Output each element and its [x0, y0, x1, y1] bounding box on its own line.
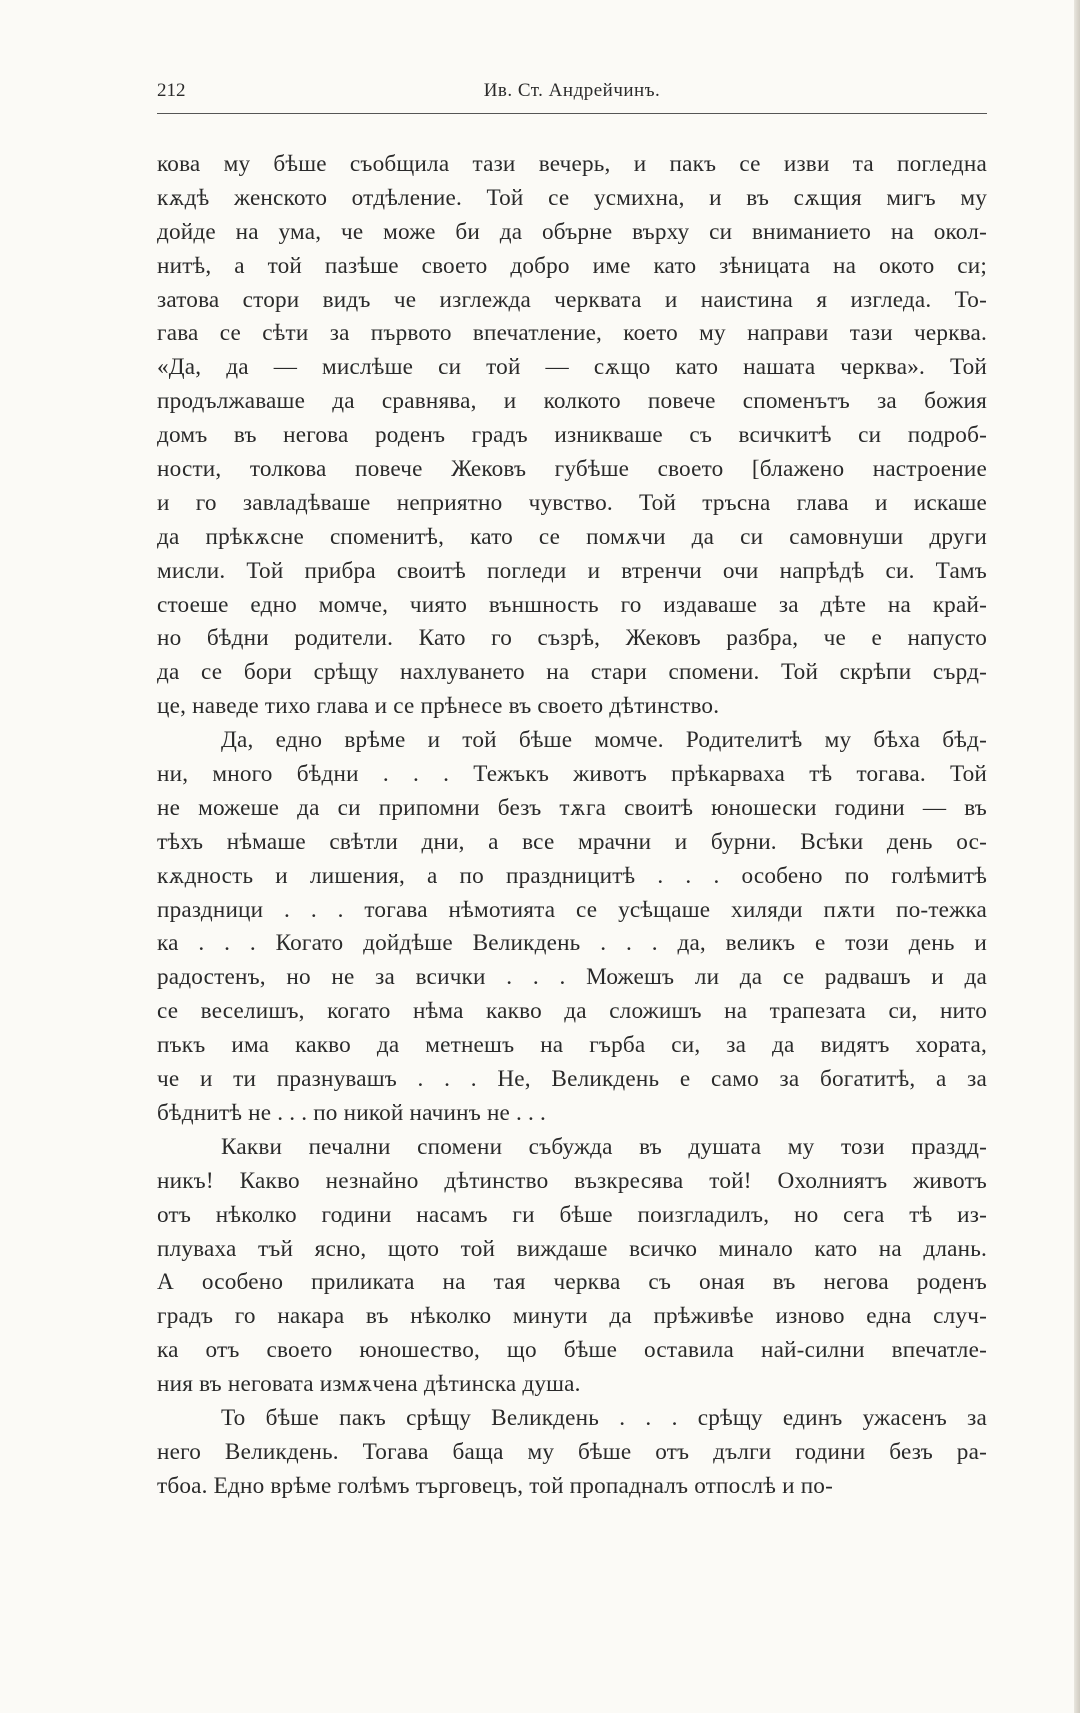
page-edge-shadow: [1074, 0, 1080, 1713]
text-line: и го завладѣваше неприятно чувство. Той тръсна глава и искаше: [157, 489, 987, 516]
paragraph: [157, 148, 987, 724]
header-rule: [157, 113, 987, 114]
text-line: праздници . . . тогава нѣмотията се усѣщаше хиляди пѫти по-тежка: [157, 896, 987, 923]
text-line: мисли. Той прибра своитѣ погледи и втренчи очи напрѣдѣ си. Тамъ: [157, 557, 987, 584]
text-line: никъ! Какво незнайно дѣтинство възкресява той! Охолниятъ животъ: [157, 1167, 987, 1194]
text-line: ка . . . Когато дойдѣше Великдень . . . да, великъ е този день и: [157, 930, 987, 957]
text-line: «Да, да — мислѣше си той — сѫщо като нашата черква». Той: [157, 354, 987, 381]
text-line: него Великдень. Тогава баща му бѣше отъ дълги години безъ ра-: [157, 1438, 987, 1465]
text-line: То бѣше пакъ срѣщу Великдень . . . срѣщу единъ ужасенъ за: [221, 1404, 987, 1431]
text-line: се веселишъ, когато нѣма какво да сложишъ на трапезата си, нито: [157, 998, 987, 1025]
text-line: не можеше да си припомни безъ тѫга своитѣ юношески години — въ: [157, 794, 987, 821]
text-line: це, наведе тихо глава и се прѣнесе въ своето дѣтинство.: [157, 693, 720, 720]
body-text: [157, 148, 987, 1504]
text-line: бѣднитѣ не . . . по никой начинъ не . . .: [157, 1099, 547, 1126]
text-line: пъкъ има какво да метнешъ на гърба си, за да видятъ хората,: [157, 1032, 987, 1059]
text-line: ни, много бѣдни . . . Тежъкъ животъ прѣкарваха тѣ тогава. Той: [157, 761, 987, 788]
text-line: но бѣдни родители. Като го съзрѣ, Жековъ разбра, че е напусто: [157, 625, 987, 652]
page-number: 212: [157, 80, 186, 101]
text-line: тѣхъ нѣмаше свѣтли дни, а все мрачни и бурни. Всѣки день ос-: [157, 828, 987, 855]
text-line: гава се сѣти за първото впечатление, което му направи тази черква.: [157, 320, 987, 347]
text-line: кѫдѣ женското отдѣление. Той се усмихна, и въ сѫщия мигъ му: [157, 184, 987, 211]
text-line: Какви печални спомени събужда въ душата му този праздд-: [221, 1133, 987, 1160]
text-line: Да, едно врѣме и той бѣше момче. Родителитѣ му бѣха бѣд-: [221, 727, 987, 754]
text-line: стоеше едно момче, чиято външность го издаваше за дѣте на край-: [157, 591, 987, 618]
paragraph: [157, 724, 987, 1131]
text-line: продължаваше да сравнява, и колкото повече споменътъ за божия: [157, 388, 987, 415]
text-line: че и ти празнувашъ . . . Не, Великдень е само за богатитѣ, а за: [157, 1066, 987, 1093]
text-line: домъ въ негова роденъ градъ изникваше съ всичкитѣ си подроб-: [157, 422, 987, 449]
text-line: да прѣкѫсне споменитѣ, като се помѫчи да си самовнуши други: [157, 523, 987, 550]
text-line: А особено приликата на тая черква съ оная въ негова роденъ: [157, 1269, 987, 1296]
page-header: [157, 80, 987, 108]
running-title: Ив. Ст. Андрейчинъ.: [483, 80, 661, 101]
text-line: градъ го накара въ нѣколко минути да прѣживѣе изново една случ-: [157, 1303, 987, 1330]
text-line: ка отъ своето юношество, що бѣше оставила най-силни впечатле-: [157, 1337, 987, 1364]
text-line: отъ нѣколко години насамъ ги бѣше поизгладилъ, но сега тѣ из-: [157, 1201, 987, 1228]
text-line: кова му бѣше съобщила тази вечерь, и пакъ се изви та погледна: [157, 151, 987, 177]
paragraph: [157, 1131, 987, 1402]
text-line: затова стори видъ че изглежда черквата и наистина я изгледа. То-: [157, 286, 987, 313]
text-line: дойде на ума, че може би да обърне върху си вниманието на окол-: [157, 218, 987, 245]
text-line: нитѣ, а той пазѣше своето добро име като зѣницата на окото си;: [157, 252, 987, 279]
text-line: кѫдность и лишения, а по праздницитѣ . . . особено по голѣмитѣ: [157, 862, 987, 889]
text-line: да се бори срѣщу нахлуването на стари спомени. Той скрѣпи сърд-: [157, 659, 987, 686]
text-line: плуваха тъй ясно, щото той виждаше всичко минало като на длань.: [157, 1235, 987, 1262]
text-line: ности, толкова повече Жековъ губѣше своето [блажено настроение: [157, 456, 987, 483]
text-line: радостенъ, но не за всички . . . Можешъ ли да се радвашъ и да: [157, 964, 987, 991]
paragraph: [157, 1402, 987, 1504]
text-line: ния въ неговата измѫчена дѣтинска душа.: [157, 1371, 581, 1398]
text-line: тбоа. Едно врѣме голѣмъ търговецъ, той пропадналъ отпослѣ и по-: [157, 1472, 834, 1499]
